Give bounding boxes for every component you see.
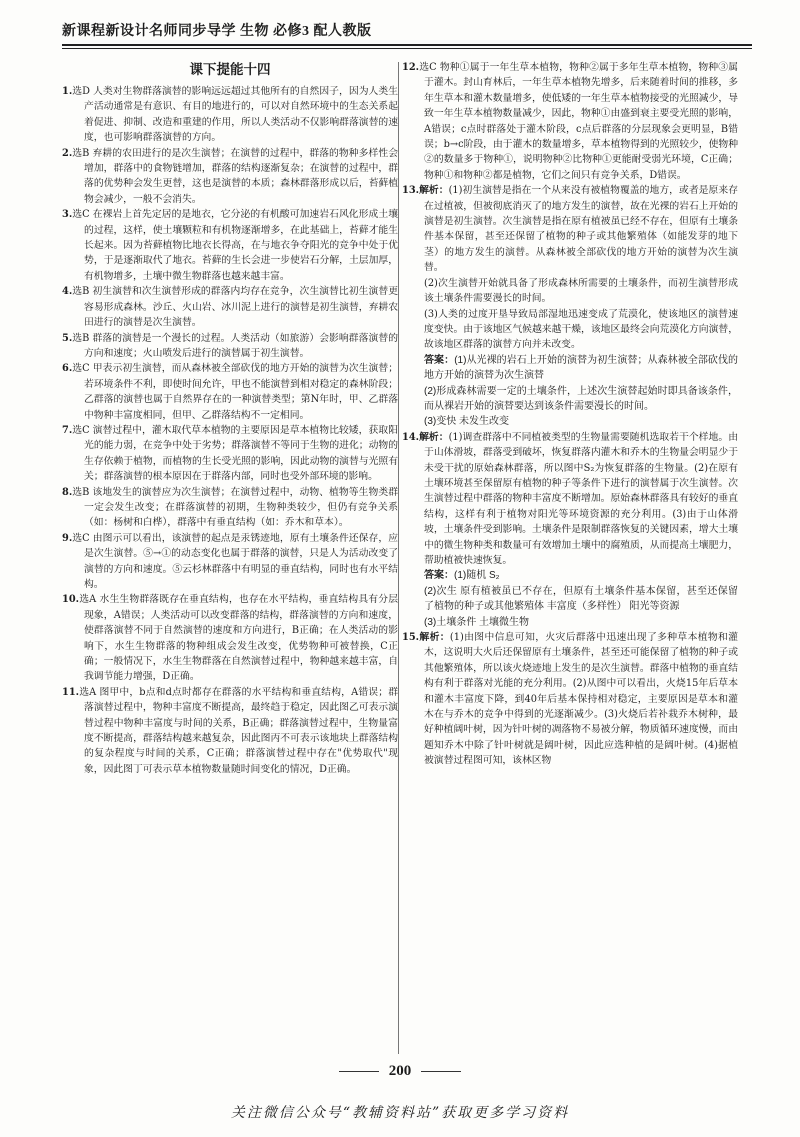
item-text: 选B 该地发生的演替应为次生演替；在演替过程中，动物、植物等生物类群一定会发生改变；在群落演替的初期，生物种类较少，但仍有竞争关系（如：杨树和白桦），群落中有垂直结构（如：乔木和草本）。 xyxy=(72,486,398,529)
answer-item xyxy=(62,685,398,777)
item-text: (3)变快 未发生改变 xyxy=(424,416,509,428)
item-keyword: 答案： xyxy=(424,354,455,366)
answer-item xyxy=(402,384,738,415)
item-keyword: 答案： xyxy=(424,570,454,582)
answer-item xyxy=(62,531,398,593)
item-number: 6. xyxy=(62,363,73,375)
item-text: (3)人类的过度开垦导致局部湿地迅速变成了荒漠化，使该地区的演替速度变快。由于该地区气候越来越干燥，该地区最终会向荒漠化方向演替，故该地区群落的演替方向并未改变。 xyxy=(424,308,738,351)
header-rule-thick xyxy=(62,44,752,46)
item-number: 10. xyxy=(62,594,80,606)
answer-item xyxy=(402,630,738,769)
item-text: (3)土壤条件 土壤微生物 xyxy=(424,616,529,628)
item-text: 选C 由图示可以看出，该演替的起点是汞锈迹地，原有土壤条件还保存，应是次生演替。⑤→①的动态变化也属于群落的演替，只是人为活动改变了演替的方向和速度。⑤云杉林群落中有明显的垂直结构，同时也有水平结构。 xyxy=(72,532,398,590)
item-text: (2)形成森林需要一定的土壤条件，上述次生演替起始时即具备该条件，而从裸岩开始的演替要达到该条件需要漫长的时间。 xyxy=(424,385,738,412)
item-number: 1. xyxy=(62,86,73,97)
item-number: 11. xyxy=(62,686,80,698)
item-text: 选B 弃耕的农田进行的是次生演替；在演替的过程中，群落的物种多样性会增加，群落中的食物链增加，群落的结构逐渐复杂；在演替的过程中，群落的优势种会发生更替，这也是演替的本质；森林群落形成以后，苔藓植物会减少，一般不会消失。 xyxy=(72,147,398,205)
item-text: (1)初生演替是指在一个从来没有被植物覆盖的地方，或者是原来存在过植被，但被彻底消灭了的地方发生的演替，故在光裸的岩石上开始的演替是初生演替。次生演替是指在原有植被虽已经不存在，但原有土壤条件基本保留，甚至还保留了植物的种子或其他繁殖体（如能发芽的地下茎）的地方发生的演替。从森林被全部砍伐的地方开始的演替为次生演替。 xyxy=(424,185,738,274)
answer-item xyxy=(62,331,398,362)
right-column xyxy=(402,60,738,1060)
item-text: 选A 图甲中，b点和d点时都存在群落的水平结构和垂直结构，A错误；群落演替过程中，物种丰富度不断提高，最终趋于稳定，因此图乙可表示演替过程中物种丰富度与时间的关系，B正确；群落演替过程中，生物量富度不断提高，群落结构越来越复杂，因此图丙不可表示该地块上群落结构的复杂程度与时间的关系，C正确；群落演替过程中存在"优势取代"现象，因此图丁可表示草本植物数量随时间变化的情况，D正确。 xyxy=(79,686,398,775)
item-number: 5. xyxy=(62,332,73,344)
answer-item xyxy=(62,84,398,146)
item-number: 8. xyxy=(62,486,73,498)
item-number: 9. xyxy=(62,532,73,544)
left-column xyxy=(62,60,398,1060)
header-rule-thin xyxy=(62,48,752,49)
item-keyword: 解析： xyxy=(419,185,449,197)
item-text: 选D 人类对生物群落演替的影响远远超过其他所有的自然因子，因为人类生产活动通常是有意识、有目的地进行的，可以对自然环境中的生态关系起着促进、抑制、改造和重建的作用，所以人类活动不仅影响群落演替的速度，也可影响群落演替的方向。 xyxy=(72,86,398,144)
item-keyword: 解析： xyxy=(419,632,450,644)
item-text: 选B 群落的演替是一个漫长的过程。人类活动（如旅游）会影响群落演替的方向和速度；火山喷发后进行的演替属于初生演替。 xyxy=(72,332,398,359)
answer-item xyxy=(402,615,738,630)
item-text: 选C 演替过程中，灌木取代草本植物的主要原因是草本植物比较矮，获取阳光的能力弱，在竞争中处于劣势；群落演替不等同于生物的进化；动物的生存依赖于植物，而植物的生长受光照的影响，因此动物的演替与光照有关；群落演替的根本原因在于群落内部，同时也受外部环境的影响。 xyxy=(72,424,398,483)
answer-item xyxy=(402,584,738,615)
item-text: (1)随机 S₂ xyxy=(454,570,500,582)
item-number: 15. xyxy=(402,632,420,644)
answer-item xyxy=(402,414,738,429)
page-number xyxy=(0,1063,800,1080)
answer-item xyxy=(62,592,398,684)
section-title: 课下提能十四 xyxy=(189,62,271,78)
answer-item xyxy=(62,361,398,423)
answer-item xyxy=(62,207,398,284)
answer-item xyxy=(62,423,398,485)
page-number-value: 200 xyxy=(388,1063,412,1079)
right-answer-list xyxy=(402,60,738,769)
answer-item xyxy=(62,284,398,330)
item-number: 3. xyxy=(62,209,73,221)
item-text: 选A 水生生物群落既存在垂直结构，也存在水平结构，垂直结构具有分层现象，A错误；人类活动可以改变群落的结构，群落演替的方向和速度，使群落演替不同于自然演替的速度和方向进行，B正确；在人类活动的影响下，水生生物群落的物种组成会发生改变，优势物种可被替换，C正确；一般情况下，水生生物群落在自然演替过程中，物种越来越丰富，自我调节能力增强，D正确。 xyxy=(79,594,398,683)
item-number: 2. xyxy=(62,147,73,159)
page-number-dash-right xyxy=(421,1071,461,1072)
left-answer-list xyxy=(62,84,398,777)
item-text: 选B 初生演替和次生演替形成的群落内均存在竞争，次生演替比初生演替更容易形成森林。沙丘、火山岩、冰川泥上进行的演替是初生演替，弃耕农田进行的演替是次生演替。 xyxy=(72,286,398,329)
footer-note: 关注微信公众号“教辅资料站”获取更多学习资料 xyxy=(230,1105,570,1121)
column-divider xyxy=(398,62,399,1054)
item-text: 选C 甲表示初生演替，而从森林被全部砍伐的地方开始的演替为次生演替；若环境条件不利，即使时间允许，甲也不能演替到相对稳定的森林阶段；乙群落的演替也属于自然界存在的一种演替类型；第N年时，甲、乙群落中物种丰富度相同，但甲、乙群落结构不一定相同。 xyxy=(72,363,398,421)
item-number: 7. xyxy=(62,424,73,436)
answer-item xyxy=(402,430,738,569)
item-text: (2)次生 原有植被虽已不存在，但原有土壤条件基本保留，甚至还保留了植物的种子或其他繁殖体 丰富度（多样性） 阳光等资源 xyxy=(424,585,738,613)
answer-item xyxy=(62,485,398,531)
item-text: (1)从光裸的岩石上开始的演替为初生演替；从森林被全部砍伐的地方开始的演替为次生演替 xyxy=(424,354,738,382)
running-header: 新课程新设计名师同步导学 生物 必修3 配人教版 xyxy=(62,24,372,39)
page-number-dash-left xyxy=(339,1071,379,1072)
answer-item xyxy=(402,568,738,583)
item-text: 选C 在裸岩上首先定居的是地衣，它分泌的有机酸可加速岩石风化形成土壤的过程，这样，使土壤颗粒和有机物逐渐增多，在此基础上，苔藓才能生长起来。因为苔藓植物比地衣长得高，在与地衣争夺阳光的竞争中处于优势，于是逐渐取代了地衣。苔藓的生长会进一步使岩石分解，土层加厚，有机物增多，土壤中微生物群落也越来越丰富。 xyxy=(72,209,398,282)
item-number: 14. xyxy=(402,431,420,443)
item-number: 4. xyxy=(62,286,73,298)
item-text: (1)由图中信息可知，火灾后群落中迅速出现了多种草本植物和灌木，这说明大火后还保留原有土壤条件，甚至还可能保留了植物的种子或其他繁殖体，所以该火烧迹地上发生的是次生演替。群落中植物的垂直结构有利于群落对光能的充分利用。(2)从图中可以看出，火烧15年后草本和灌木丰富度下降，到40年后基本保持相对稳定，主要原因是草本和灌木在与乔木的竞争中得到的光逐渐减少。(3)火烧后若补栽乔木树种，最好种植阔叶树，因为针叶树的凋落物不易被分解，物质循环速度慢，而由题知乔木中除了针叶树就是阔叶树，因此应选种植的是阔叶树。(4)据植被演替过程图可知，该林区物 xyxy=(424,632,738,767)
item-text: (2)次生演替开始就具备了形成森林所需要的土壤条件，而初生演替形成该土壤条件需要漫长的时间。 xyxy=(424,277,738,305)
answer-item xyxy=(402,60,738,183)
item-keyword: 解析： xyxy=(419,431,449,443)
answer-item xyxy=(402,307,738,353)
answer-item xyxy=(402,353,738,384)
item-text: (1)调查群落中不同植被类型的生物量需要随机选取若干个样地。由于山体滑坡，群落受到破坏，恢复群落内灌木和乔木的生物量会明显少于未受干扰的原始森林群落，所以图中S₂为恢复群落的生物量。(2)在原有土壤环境甚至保留原有植物的种子等条件下进行的演替属于次生演替。次生演替过程中群落的物种丰富度不断增加。原始森林群落具有较好的垂直结构，这样有利于植物对阳光等环境资源的充分利用。(3)由于山体滑坡，土壤条件受到影响。土壤条件是限制群落恢复的关键因素，增大土壤中的微生物种类和数量可有效增加土壤中的腐殖质，从而提高土壤肥力，帮助植被快速恢复。 xyxy=(424,431,738,566)
answer-item xyxy=(402,183,738,275)
item-number: 12. xyxy=(402,62,420,73)
answer-item xyxy=(62,146,398,208)
answer-item xyxy=(402,276,738,307)
item-text: 选C 物种①属于一年生草本植物，物种②属于多年生草本植物，物种③属于灌木。封山育林后，一年生草本植物先增多，后来随着时间的推移，多年生草本和灌木数量增多，使低矮的一年生草本植物接受的光照减少，导致一年生草本植物数量减少，因此，物种①由盛到衰主要受光照的影响，A错误；c点时群落处于灌木阶段，c点后群落的分层现象会更明显，B错误；b→c阶段，由于灌木的数量增多，草本植物得到的光照较少，使物种②的数量多于物种①，说明物种②比物种①更能耐受弱光环境，C正确；物种①和物种②都是植物，它们之间只有竞争关系，D错误。 xyxy=(419,62,738,181)
item-number: 13. xyxy=(402,185,420,197)
